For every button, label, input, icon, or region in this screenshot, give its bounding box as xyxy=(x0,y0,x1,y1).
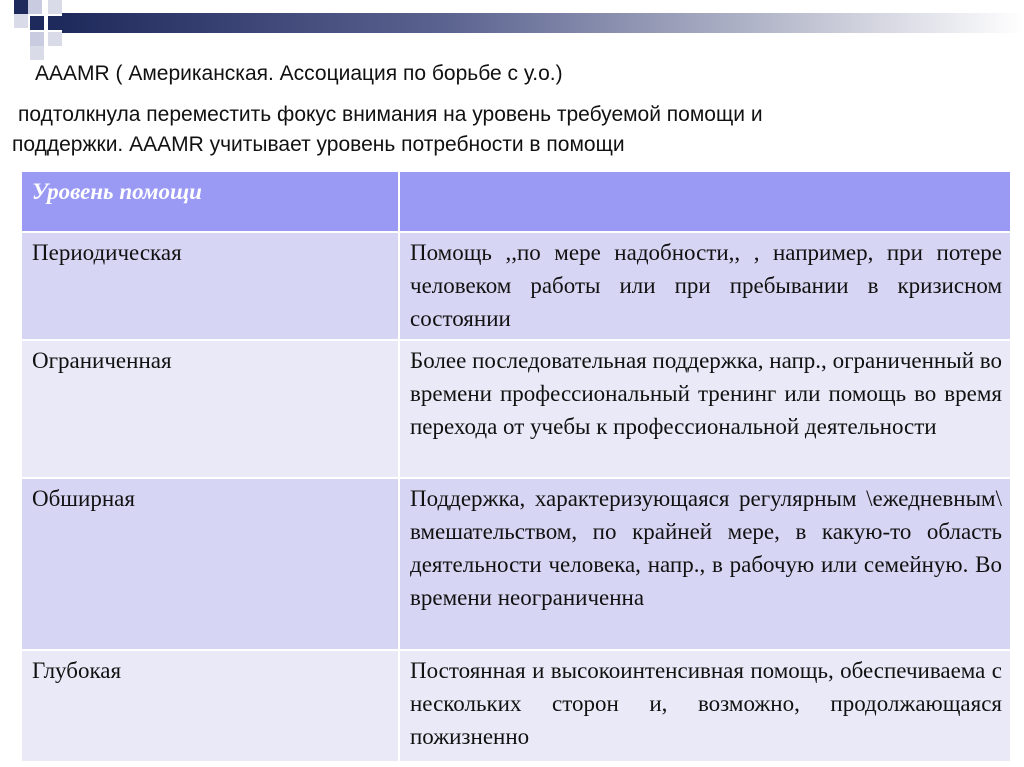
deco-square xyxy=(48,32,62,46)
level-description: Более последовательная поддержка, напр., ограниченный во времени профессиональный тренинг или помощь во время перехода от учебы к профессиональной деятельности xyxy=(399,340,1011,478)
level-name: Глубокая xyxy=(21,650,399,762)
table-row xyxy=(21,650,1011,762)
column-header-level: Уровень помощи xyxy=(21,171,399,232)
table-header-row xyxy=(21,171,1011,232)
table-row xyxy=(21,340,1011,478)
subtitle-line: подтолкнула переместить фокус внимания на уровень требуемой помощи и xyxy=(18,103,763,126)
deco-square xyxy=(14,14,28,28)
deco-square xyxy=(48,0,62,14)
level-name: Обширная xyxy=(21,478,399,650)
table-row xyxy=(21,232,1011,340)
level-description: Поддержка, характеризующаяся регулярным \ежедневным\ вмешательством, по крайней мере, в какую-то область деятельности человека, напр., в рабочую или семейную. Во времени неограниченна xyxy=(399,478,1011,650)
level-name: Периодическая xyxy=(21,232,399,340)
deco-square xyxy=(30,32,44,46)
support-levels-table xyxy=(20,170,1012,763)
deco-square xyxy=(28,0,42,14)
level-description: Помощь ,,по мере надобности,, , например, при потере человеком работы или при пребывании в кризисном состоянии xyxy=(399,232,1011,340)
deco-square xyxy=(30,16,44,30)
deco-square xyxy=(14,0,28,14)
slide-subtitle xyxy=(12,100,1002,160)
header-gradient-bar xyxy=(62,13,1024,33)
level-description: Постоянная и высокоинтенсивная помощь, обеспечиваема с нескольких сторон и, возможно, продолжающаяся пожизненно xyxy=(399,650,1011,762)
slide-title: AAAMR ( Американская. Ассоциация по борьбе с у.о.) xyxy=(35,62,563,85)
subtitle-line: поддержки. AAAMR учитывает уровень потребности в помощи xyxy=(12,133,625,156)
deco-square xyxy=(48,16,62,30)
table-row xyxy=(21,478,1011,650)
level-name: Ограниченная xyxy=(21,340,399,478)
deco-square xyxy=(30,46,44,60)
column-header-description xyxy=(399,171,1011,232)
